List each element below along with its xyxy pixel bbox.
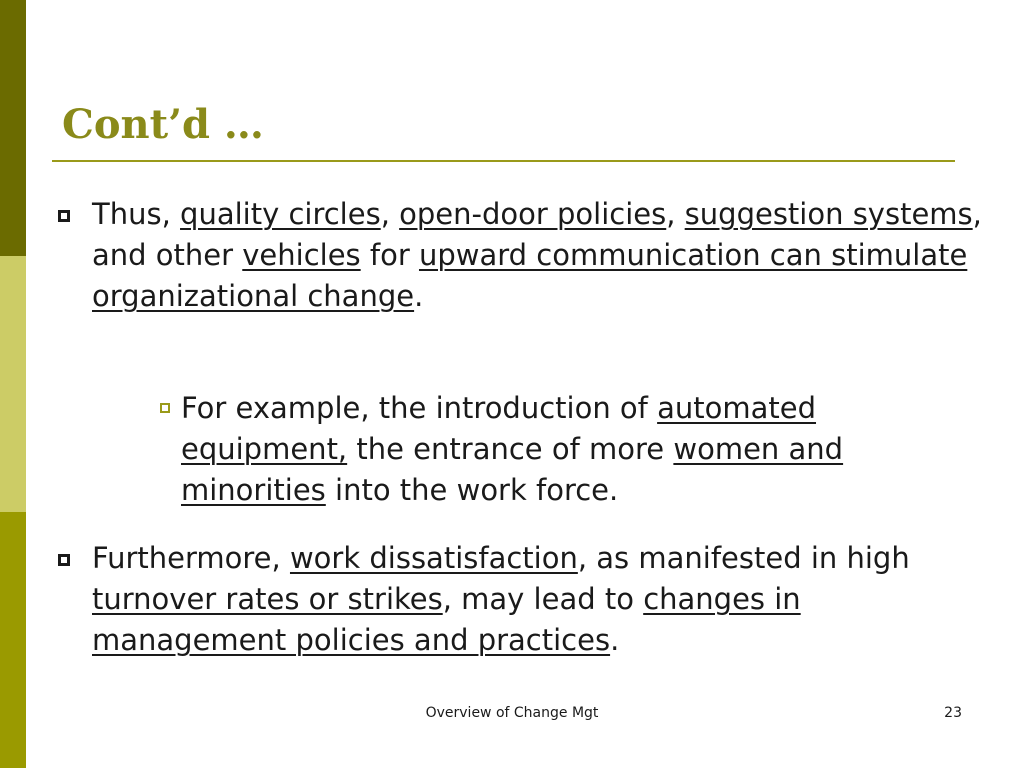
bullet-text: the entrance of more	[347, 432, 674, 466]
page-number: 23	[944, 705, 962, 721]
square-bullet-icon	[58, 554, 70, 566]
bullet-text: For example, the introduction of	[181, 391, 658, 425]
underlined-term: work dissatisfaction	[289, 541, 578, 575]
sidebar-band-middle	[0, 256, 26, 512]
underlined-term: open-door policies	[399, 197, 667, 231]
underlined-term: suggestion systems	[684, 197, 973, 231]
bullet-text: .	[610, 623, 620, 657]
title-divider	[52, 160, 955, 162]
sidebar-band-bottom	[0, 512, 26, 768]
bullet-text: for	[360, 238, 419, 272]
slide-title: Cont’d …	[62, 101, 264, 148]
underlined-term: automated equipment,	[181, 391, 817, 466]
bullet-text: , may lead to	[442, 582, 644, 616]
bullet-upward-communication	[92, 194, 987, 317]
bullet-text: Furthermore,	[92, 541, 290, 575]
sidebar-band-top	[0, 0, 26, 256]
slide-footer: Overview of Change Mgt	[425, 705, 599, 721]
bullet-text: into the work force.	[325, 473, 619, 507]
underlined-term: upward communication can stimulate organizational change	[92, 238, 968, 313]
underlined-term: changes in management policies and practices	[92, 582, 801, 657]
bullet-work-dissatisfaction	[92, 538, 987, 661]
bullet-text: .	[414, 279, 424, 313]
bullet-text: , and other	[92, 197, 982, 272]
sub-bullet-example	[181, 388, 981, 511]
square-sub-bullet-icon	[160, 403, 170, 413]
bullet-text: ,	[666, 197, 685, 231]
bullet-text: , as manifested in high	[577, 541, 910, 575]
underlined-term: vehicles	[242, 238, 361, 272]
square-bullet-icon	[58, 210, 70, 222]
bullet-text: ,	[380, 197, 400, 231]
underlined-term: quality circles	[180, 197, 381, 231]
underlined-term: turnover rates or strikes	[92, 582, 443, 616]
bullet-text: Thus,	[92, 197, 181, 231]
underlined-term: women and minorities	[181, 432, 844, 507]
